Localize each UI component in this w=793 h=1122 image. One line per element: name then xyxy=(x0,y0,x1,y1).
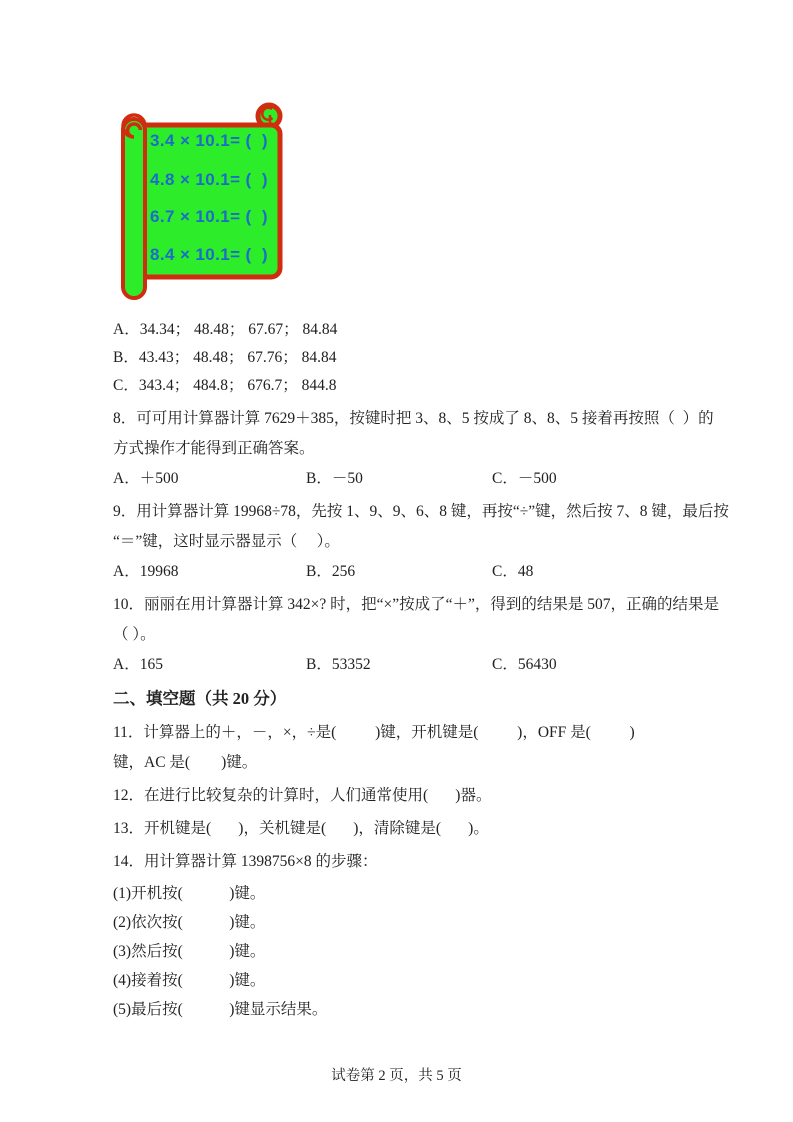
q9-text-line2: “＝”键，这时显示器显示（ ）。 xyxy=(113,533,340,550)
q7-option-c: C．343.4； 484.8； 676.7； 844.8 xyxy=(113,377,337,394)
question-10 xyxy=(113,590,720,680)
q14-step-2: (2)依次按( )键。 xyxy=(113,914,266,931)
q11-text-line1: 11．计算器上的＋，－，×，÷是( )键，开机键是( )，OFF 是( ) xyxy=(113,724,635,741)
question-11 xyxy=(113,718,713,778)
scroll-left-roll xyxy=(123,119,145,298)
question-12: 12．在进行比较复杂的计算时，人们通常使用( )器。 xyxy=(113,787,492,804)
q10-option-b: B．53352 xyxy=(306,656,371,673)
q9-option-c: C．48 xyxy=(492,563,534,580)
q9-option-a: A．19968 xyxy=(113,563,179,580)
q9-option-b: B．256 xyxy=(306,563,356,580)
q10-option-a: A．165 xyxy=(113,656,163,673)
q9-options xyxy=(113,557,713,587)
q8-options xyxy=(113,464,713,494)
q14-step-3: (3)然后按( )键。 xyxy=(113,943,266,960)
page-number-footer: 试卷第 2 页，共 5 页 xyxy=(331,1068,462,1084)
q10-option-c: C．56430 xyxy=(492,656,557,673)
scroll-expression-3: 6.7 × 10.1= ( ) xyxy=(150,207,268,226)
section-2-heading: 二、填空题（共 20 分） xyxy=(113,689,287,708)
scroll-expression-1: 3.4 × 10.1= ( ) xyxy=(150,131,268,150)
q14-step-1: (1)开机按( )键。 xyxy=(113,885,266,902)
scroll-expression-2: 4.8 × 10.1= ( ) xyxy=(150,170,268,189)
q14-step-5: (5)最后按( )键显示结果。 xyxy=(113,1001,328,1018)
q14-step-4: (4)接着按( )键。 xyxy=(113,972,266,989)
q8-option-a: A．＋500 xyxy=(113,470,179,487)
question-9 xyxy=(113,497,729,587)
q9-text-line1: 9．用计算器计算 19968÷78，先按 1、9、9、6、8 键，再按“÷”键，然后按 7、8 键，最后按 xyxy=(113,503,729,520)
q8-text-line2: 方式操作才能得到正确答案。 xyxy=(113,440,315,457)
q7-option-b: B．43.43； 48.48； 67.76； 84.84 xyxy=(113,349,337,366)
q11-text-line2: 键，AC 是( )键。 xyxy=(113,754,258,771)
scroll-banner-graphic xyxy=(120,101,292,305)
question-14: 14．用计算器计算 1398756×8 的步骤： xyxy=(113,853,378,870)
q7-option-a: A．34.34； 48.48； 67.67； 84.84 xyxy=(113,321,338,338)
question-13: 13．开机键是( )，关机键是( )，清除键是( )。 xyxy=(113,820,489,837)
question-8 xyxy=(113,404,713,494)
q10-text-line2: （ ）。 xyxy=(113,626,156,643)
q14-steps xyxy=(113,879,713,1024)
q10-text-line1: 10．丽丽在用计算器计算 342×? 时，把“×”按成了“＋”，得到的结果是 507，正确的结果是 xyxy=(113,596,720,613)
exam-body xyxy=(113,316,729,1024)
q8-option-b: B．－50 xyxy=(306,470,363,487)
q8-text-line1: 8．可可用计算器计算 7629＋385，按键时把 3、8、5 按成了 8、8、5 接着再按照（ ）的 xyxy=(113,410,714,427)
q8-option-c: C．－500 xyxy=(492,470,557,487)
q10-options xyxy=(113,650,713,680)
scroll-expression-4: 8.4 × 10.1= ( ) xyxy=(150,245,268,264)
